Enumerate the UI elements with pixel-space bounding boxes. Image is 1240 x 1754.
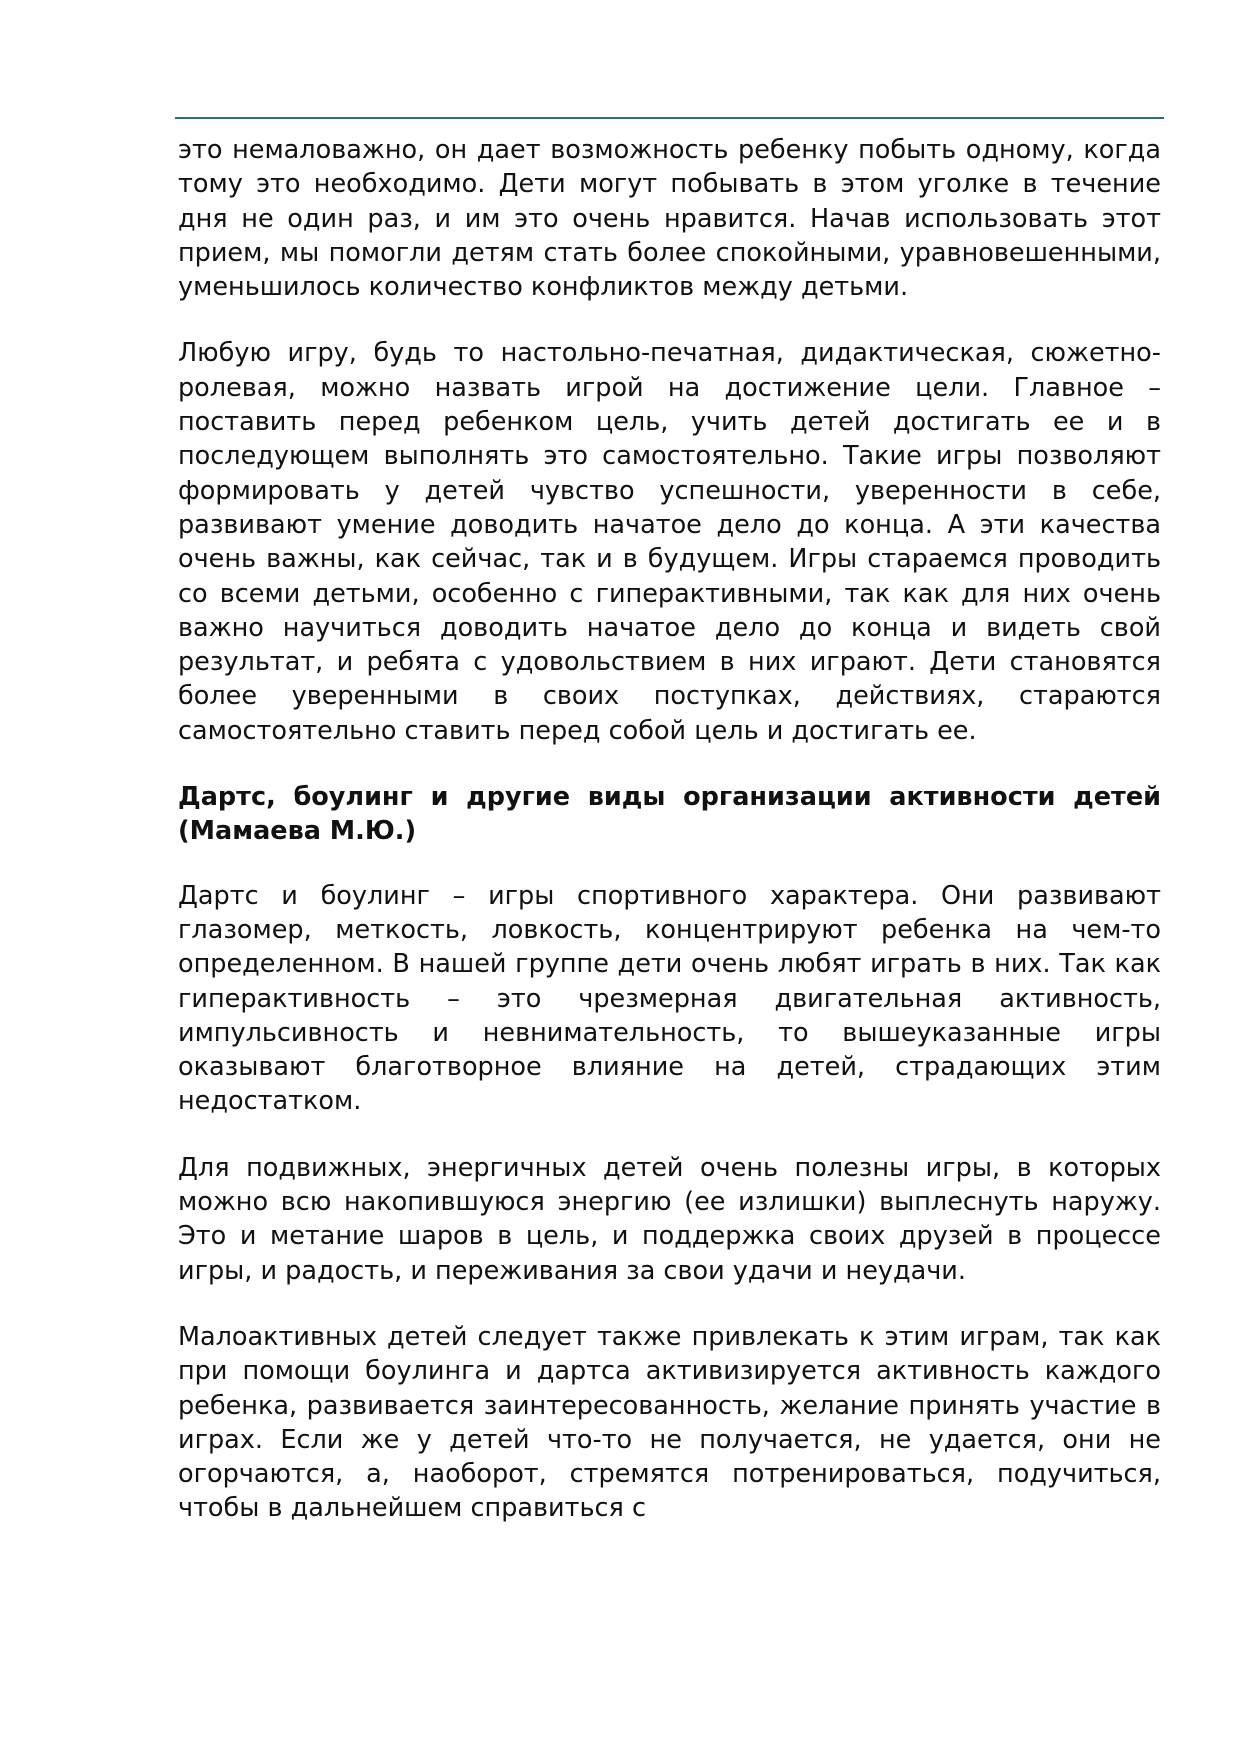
paragraph-corner-continuation: это немаловажно, он дает возможность ребенку побыть одному, когда тому это необходимо. Дети могут побывать в этом уголке в течение дня не один раз, и им это очень нравится. Начав использовать этот прием, мы помогли детям стать более спокойными, уравновешенными, уменьшилось количество конфликтов между детьми. [178, 135, 1161, 303]
section-heading: Дартс, боулинг и другие виды организации активности детей (Мамаева М.Ю.) [178, 782, 1161, 847]
paragraph-goal-games: Любую игру, будь то настольно-печатная, дидактическая, сюжетно-ролевая, можно назвать игрой на достижение цели. Главное – поставить перед ребенком цель, учить детей достигать ее и в последующем выполнять это самостоятельно. Такие игры позволяют формировать у детей чувство успешности, уверенности в себе, развивают умение доводить начатое дело до конца. А эти качества очень важны, как сейчас, так и в будущем. Игры стараемся проводить со всеми детьми, особенно с гиперактивными, так как для них очень важно научиться доводить начатое дело до конца и видеть свой результат, и ребята с удовольствием в них играют. Дети становятся более уверенными в своих поступках, действиях, стараются самостоятельно ставить перед собой цель и достигать ее. [178, 338, 1161, 746]
header-rule [175, 117, 1164, 119]
paragraph-low-active-children: Малоактивных детей следует также привлекать к этим играм, так как при помощи боулинга и дартса активизируется активность каждого ребенка, развивается заинтересованность, желание принять участие в играх. Если же у детей что-то не получается, не удается, они не огорчаются, а, наоборот, стремятся потренироваться, подучиться, чтобы в дальнейшем справиться с [178, 1321, 1161, 1524]
document-body [178, 133, 1161, 1526]
paragraph-energetic-children: Для подвижных, энергичных детей очень полезны игры, в которых можно всю накопившуюся энергию (ее излишки) выплеснуть наружу. Это и метание шаров в цель, и поддержка своих друзей в процессе игры, и радость, и переживания за свои удачи и неудачи. [178, 1152, 1161, 1286]
paragraph-darts-bowling: Дартс и боулинг – игры спортивного характера. Они развивают глазомер, меткость, ловкость, концентрируют ребенка на чем-то определенном. В нашей группе дети очень любят играть в них. Так как гиперактивность – это чрезмерная двигательная активность, импульсивность и невнимательность, то вышеуказанные игры оказывают благотворное влияние на детей, страдающих этим недостатком. [178, 880, 1161, 1117]
